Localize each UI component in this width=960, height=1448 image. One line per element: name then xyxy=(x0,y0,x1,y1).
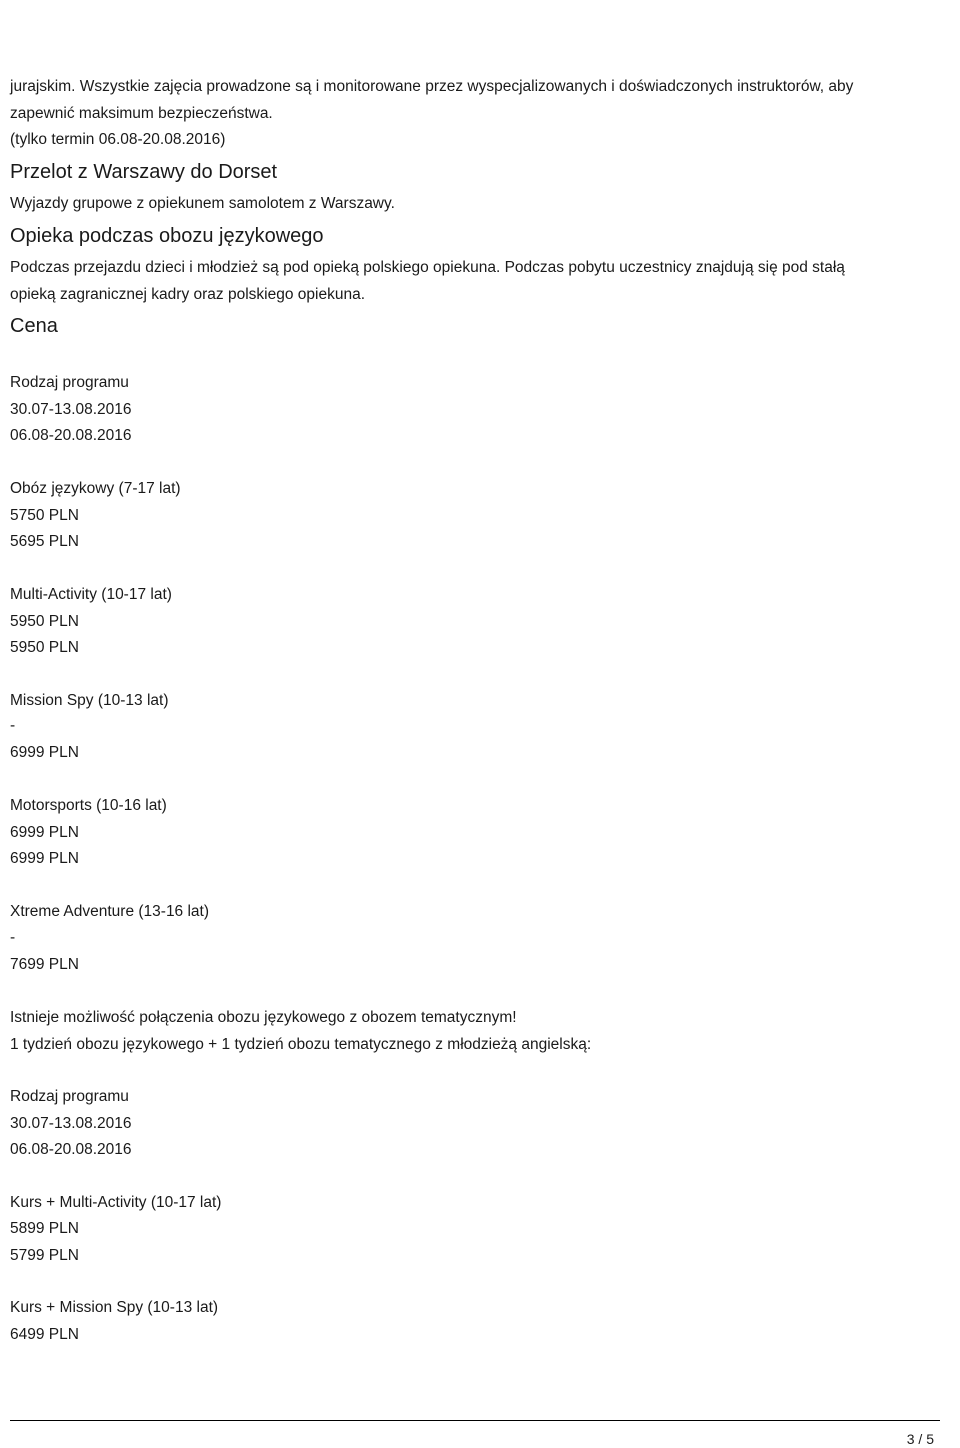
table1-row-price2: 5695 PLN xyxy=(10,533,79,550)
table2-row-price1: 6499 PLN xyxy=(10,1326,79,1343)
care-line-1: Podczas przejazdu dzieci i młodzież są pod opieką polskiego opiekuna. Podczas pobytu uczestnicy znajdują się pod stałą xyxy=(10,259,845,276)
intro-line-3: (tylko termin 06.08-20.08.2016) xyxy=(10,131,226,148)
table2-row-price1: 5899 PLN xyxy=(10,1220,79,1237)
table1-row-name: Motorsports (10-16 lat) xyxy=(10,797,167,814)
care-line-2: opieką zagranicznej kadry oraz polskiego opiekuna. xyxy=(10,286,365,303)
intro-line-2: zapewnić maksimum bezpieczeństwa. xyxy=(10,105,273,122)
table1-row-price1: - xyxy=(10,717,16,734)
flight-text: Wyjazdy grupowe z opiekunem samolotem z Warszawy. xyxy=(10,195,395,212)
table1-header-term2: 06.08-20.08.2016 xyxy=(10,427,132,444)
table1-row-price1: - xyxy=(10,929,16,946)
table1-row-price2: 6999 PLN xyxy=(10,850,79,867)
table2-row-name: Kurs + Multi-Activity (10-17 lat) xyxy=(10,1194,222,1211)
table1-row-name: Xtreme Adventure (13-16 lat) xyxy=(10,903,210,920)
table1-row-name: Multi-Activity (10-17 lat) xyxy=(10,586,172,603)
table2-row-price2: 5799 PLN xyxy=(10,1247,79,1264)
table1-row-price2: 6999 PLN xyxy=(10,744,79,761)
combo-note-2: 1 tydzień obozu językowego + 1 tydzień obozu tematycznego z młodzieżą angielską: xyxy=(10,1036,592,1053)
table1-header-term1: 30.07-13.08.2016 xyxy=(10,401,132,418)
table2-header-term1: 30.07-13.08.2016 xyxy=(10,1115,132,1132)
table1-header-program: Rodzaj programu xyxy=(10,374,129,391)
page-number: 3 / 5 xyxy=(906,1431,934,1447)
table1-row-price1: 5950 PLN xyxy=(10,613,79,630)
intro-line-1: jurajskim. Wszystkie zajęcia prowadzone są i monitorowane przez wyspecjalizowanych i doświadczonych instruktorów, aby xyxy=(10,78,854,95)
price-heading: Cena xyxy=(10,315,58,337)
flight-heading: Przelot z Warszawy do Dorset xyxy=(10,161,278,183)
table2-row-name: Kurs + Mission Spy (10-13 lat) xyxy=(10,1299,219,1316)
table2-header-program: Rodzaj programu xyxy=(10,1088,129,1105)
table1-row-price1: 5750 PLN xyxy=(10,507,79,524)
table1-row-name: Mission Spy (10-13 lat) xyxy=(10,692,169,709)
table1-row-price2: 7699 PLN xyxy=(10,956,79,973)
table1-row-price2: 5950 PLN xyxy=(10,639,79,656)
table1-row-price1: 6999 PLN xyxy=(10,824,79,841)
table1-row-name: Obóz językowy (7-17 lat) xyxy=(10,480,181,497)
care-heading: Opieka podczas obozu językowego xyxy=(10,225,324,247)
combo-note-1: Istnieje możliwość połączenia obozu językowego z obozem tematycznym! xyxy=(10,1009,517,1026)
footer-divider xyxy=(10,1420,940,1421)
table2-header-term2: 06.08-20.08.2016 xyxy=(10,1141,132,1158)
